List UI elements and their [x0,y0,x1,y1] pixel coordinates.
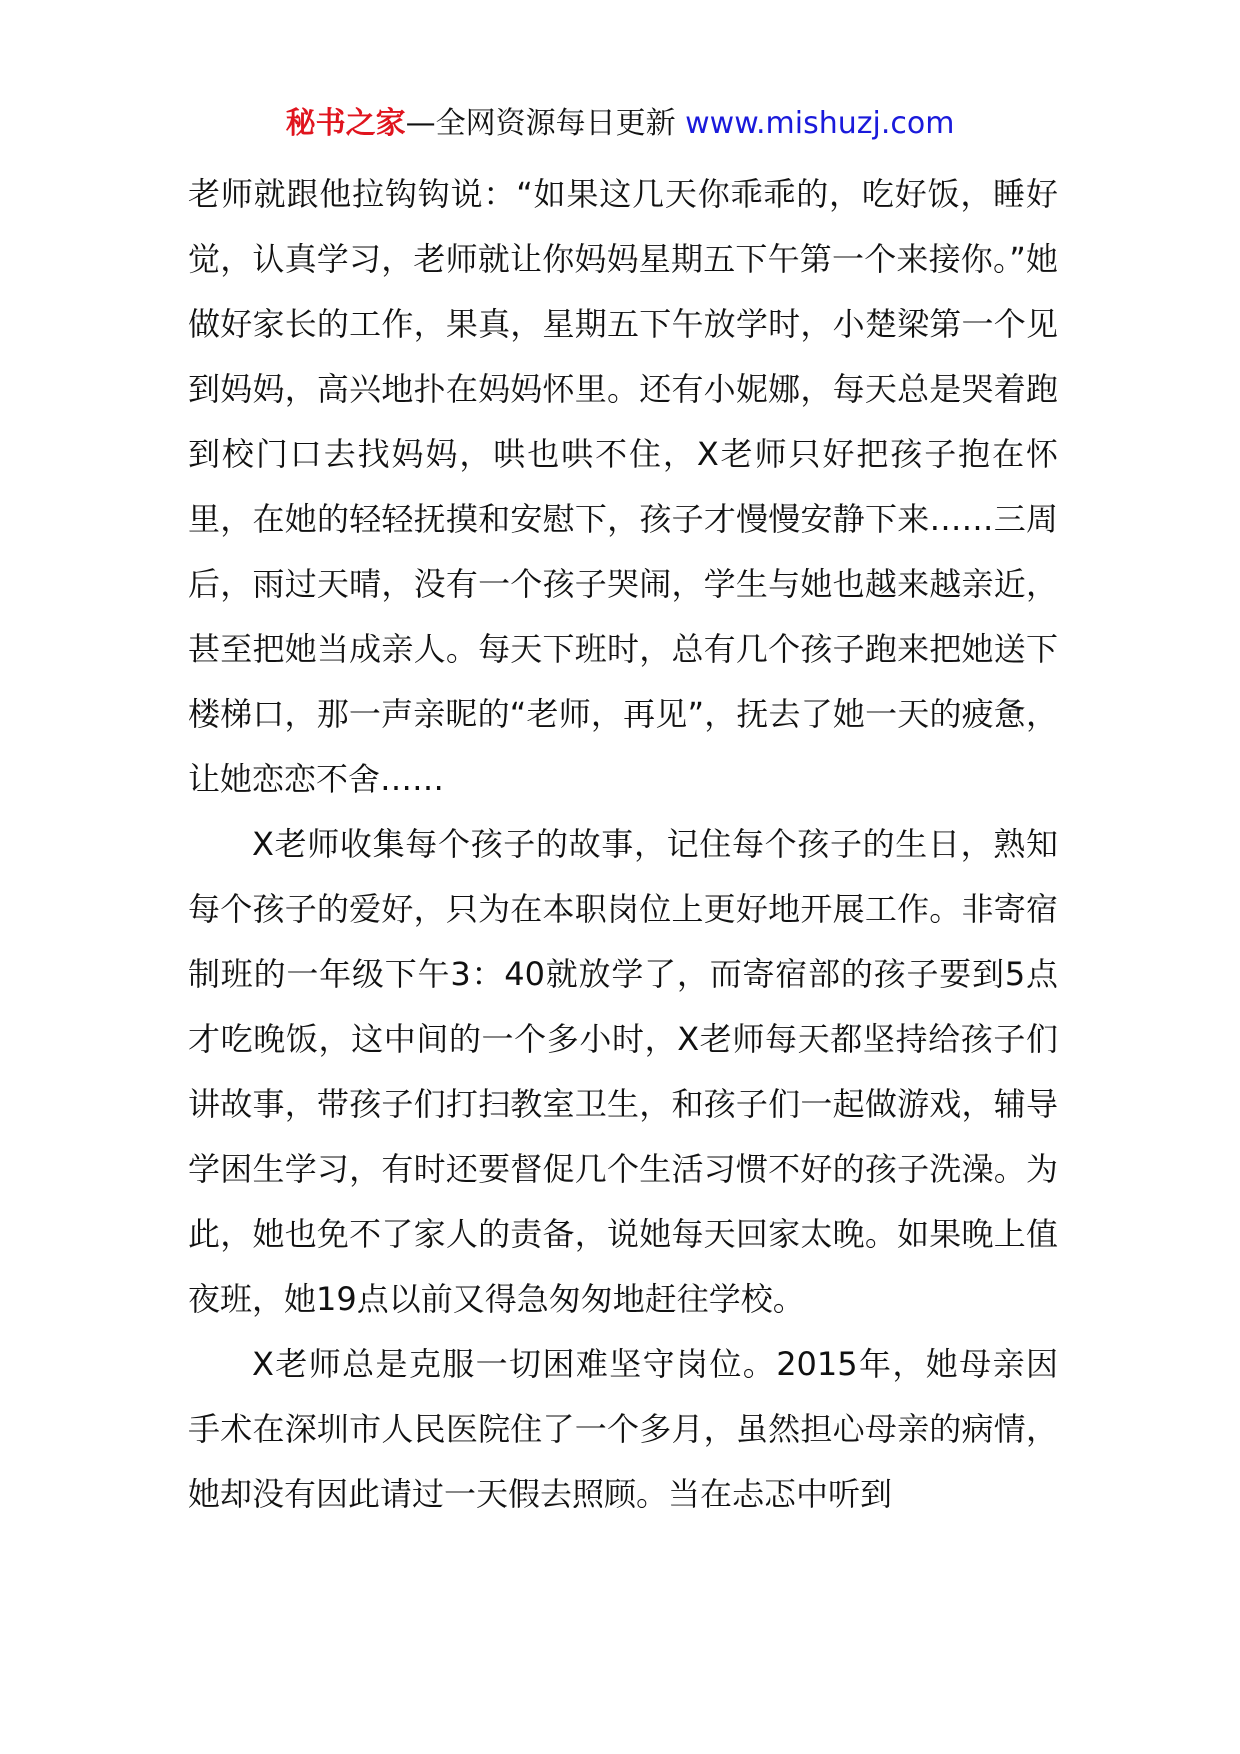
header-tagline: —全网资源每日更新 [405,106,676,141]
header-brand: 秘书之家 [285,106,406,141]
paragraph-3: X老师总是克服一切困难坚守岗位。2015年，她母亲因手术在深圳市人民医院住了一个多月，虽然担心母亲的病情，她却没有因此请过一天假去照顾。当在忐忑中听到 [188,1345,1058,1513]
paragraph-1: 老师就跟他拉钩钩说：“如果这几天你乖乖的，吃好饭，睡好觉，认真学习，老师就让你妈妈星期五下午第一个来接你。”她做好家长的工作，果真，星期五下午放学时，小楚梁第一个见到妈妈，高兴地扑在妈妈怀里。还有小妮娜，每天总是哭着跑到校门口去找妈妈，哄也哄不住，X老师只好把孩子抱在怀里，在她的轻轻抚摸和安慰下，孩子才慢慢安静下来……三周后，雨过天晴，没有一个孩子哭闹，学生与她也越来越亲近，甚至把她当成亲人。每天下班时，总有几个孩子跑来把她送下楼梯口，那一声亲昵的“老师，再见”，抚去了她一天的疲惫，让她恋恋不舍…… [188,175,1058,798]
paragraph-2: X老师收集每个孩子的故事，记住每个孩子的生日，熟知每个孩子的爱好，只为在本职岗位上更好地开展工作。非寄宿制班的一年级下午3：40就放学了，而寄宿部的孩子要到5点才吃晚饭，这中间的一个多小时，X老师每天都坚持给孩子们讲故事，带孩子们打扫教室卫生，和孩子们一起做游戏，辅导学困生学习，有时还要督促几个生活习惯不好的孩子洗澡。为此，她也免不了家人的责备，说她每天回家太晚。如果晚上值夜班，她19点以前又得急匆匆地赶往学校。 [188,825,1058,1318]
header-url-link[interactable]: www.mishuzj.com [685,106,955,141]
document-body [188,162,1058,1527]
page-header [0,104,1240,144]
